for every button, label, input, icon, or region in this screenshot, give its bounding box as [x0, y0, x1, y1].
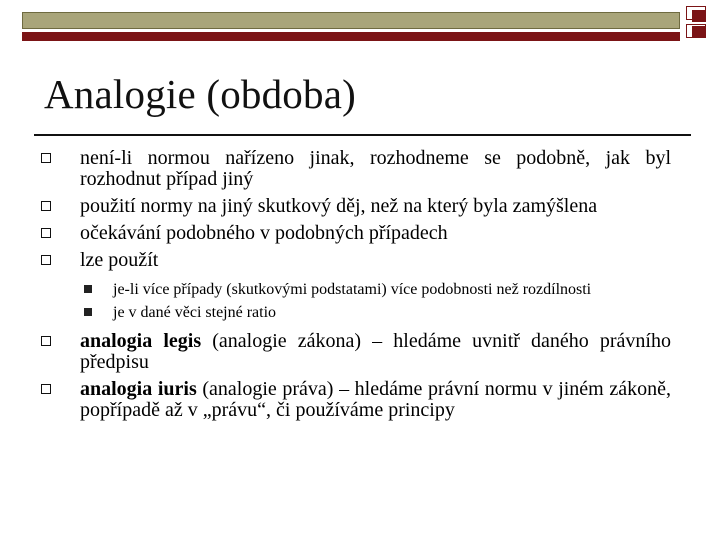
corner-fill-bottom	[692, 26, 706, 38]
hollow-square-bullet-icon	[41, 255, 51, 265]
bullet-list	[40, 148, 680, 427]
bullet-item	[40, 148, 671, 190]
title-rule	[34, 134, 691, 136]
filled-square-bullet-icon	[84, 308, 92, 316]
hollow-square-bullet-icon	[41, 384, 51, 394]
bullet-item	[40, 379, 671, 421]
sub-bullet-item	[40, 281, 670, 298]
filled-square-bullet-icon	[84, 285, 92, 293]
hollow-square-bullet-icon	[41, 228, 51, 238]
hollow-square-bullet-icon	[41, 201, 51, 211]
olive-bar	[22, 12, 680, 29]
bullet-text: (analogie práva) – hledáme právní normu v jiném zákoně, popřípadě až v „právu“, či používáme principy	[80, 378, 671, 421]
maroon-bar	[22, 32, 680, 41]
bullet-bold-term: analogia iuris	[80, 378, 197, 400]
bullet-item	[40, 223, 671, 244]
bullet-text: lze použít	[80, 249, 159, 271]
bullet-text: očekávání podobného v podobných případech	[80, 222, 448, 244]
sub-bullet-item	[40, 304, 670, 321]
bullet-bold-term: analogia legis	[80, 330, 202, 352]
corner-decoration	[684, 4, 710, 40]
sub-bullet-text: je v dané věci stejné ratio	[113, 304, 277, 321]
bullet-item	[40, 196, 671, 217]
sub-bullet-text: je-li více případy (skutkovými podstatami) více podobnosti než rozdílnosti	[113, 281, 592, 298]
bullet-text: není-li normou nařízeno jinak, rozhodneme se podobně, jak byl rozhodnut případ jiný	[80, 147, 671, 190]
hollow-square-bullet-icon	[41, 153, 51, 163]
top-decoration	[22, 12, 680, 40]
hollow-square-bullet-icon	[41, 336, 51, 346]
slide-title: Analogie (obdoba)	[44, 71, 356, 117]
corner-fill-top	[692, 10, 706, 22]
bullet-item	[40, 250, 671, 271]
bullet-item	[40, 331, 671, 373]
bullet-text: použití normy na jiný skutkový děj, než na který byla zamýšlena	[80, 195, 598, 217]
bullet-text: (analogie zákona) – hledáme uvnitř daného právního předpisu	[80, 330, 671, 373]
